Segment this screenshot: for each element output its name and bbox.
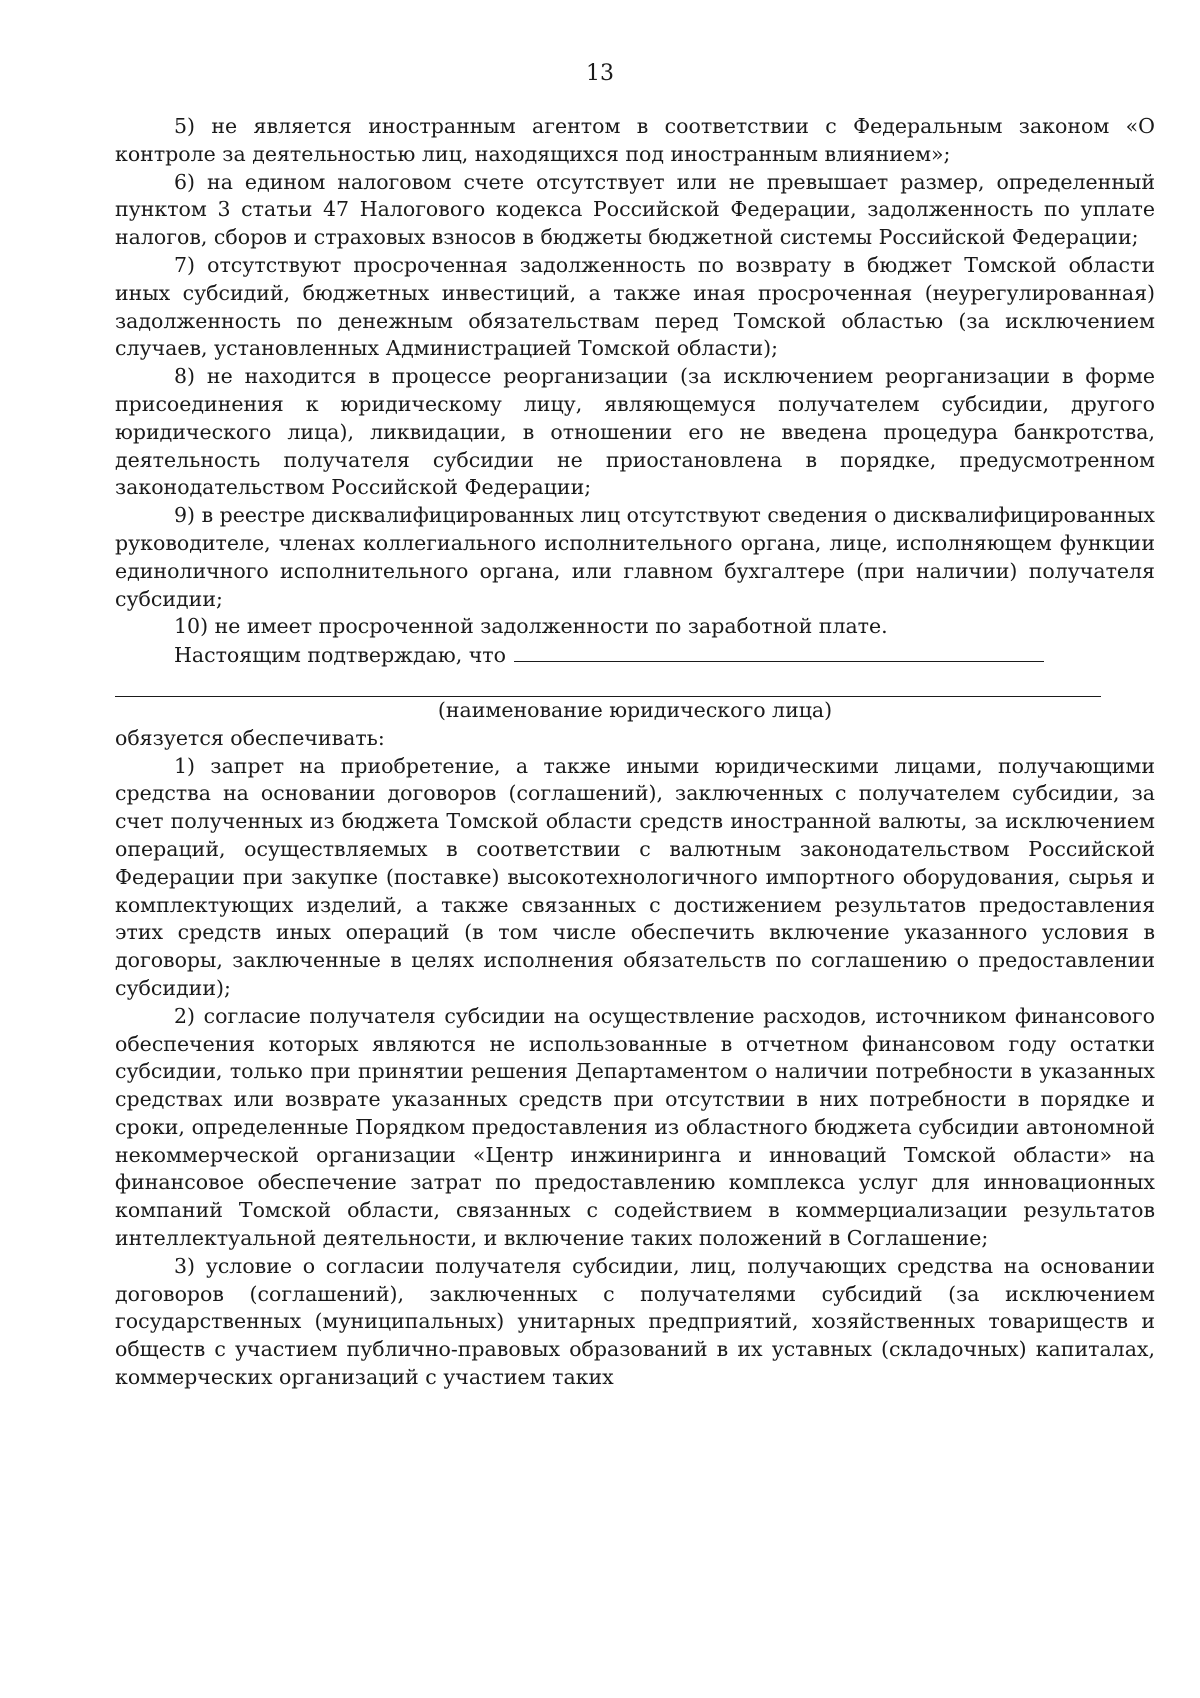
list-item-6: 6) на едином налоговом счете отсутствует или не превышает размер, определенный пунктом 3 статьи 47 Налогового кодекса Российской Федерации, задолженность по уплате налогов, сборов и страховых взносов в бюджеты бюджетной системы Российской Федерации; [115, 169, 1155, 250]
obligation-item-1: 1) запрет на приобретение, а также иными юридическими лицами, получающими средства на основании договоров (соглашений), заключенных с получателем субсидии, за счет полученных из бюджета Томской области средств иностранной валюты, за исключением операций, осуществляемых в соответствии с валютным законодательством Российской Федерации при закупке (поставке) высокотехнологичного импортного оборудования, сырья и комплектующих изделий, а также связанных с достижением результатов предоставления этих средств иных операций (в том числе обеспечить включение указанного условия в договоры, заключенные в целях исполнения обязательств по соглашению о предоставлении субсидии); [115, 753, 1155, 1000]
blank-field-underline-full [115, 670, 1101, 697]
confirmation-line [115, 641, 1155, 670]
list-item-8: 8) не находится в процессе реорганизации (за исключением реорганизации в форме присоединения к юридическому лицу, являющемуся получателем субсидии, другого юридического лица), ликвидации, в отношении его не введена процедура банкротства, деятельность получателя субсидии не приостановлена в порядке, предусмотренном законодательством Российской Федерации; [115, 364, 1155, 500]
list-item-10: 10) не имеет просроченной задолженности по заработной плате. [174, 614, 888, 639]
obligation-item-3: 3) условие о согласии получателя субсидии, лиц, получающих средства на основании договоров (соглашений), заключенных с получателями субсидий (за исключением государственных (муниципальных) унитарных предприятий, хозяйственных товариществ и обществ с участием публично-правовых образований в их уставных (складочных) капиталах, коммерческих организаций с участием таких [115, 1253, 1155, 1390]
page-number: 13 [586, 61, 614, 86]
list-item-5: 5) не является иностранным агентом в соответствии с Федеральным законом «О контроле за деятельностью лиц, находящихся под иностранным влиянием»; [115, 114, 1155, 166]
list-item-7: 7) отсутствуют просроченная задолженность по возврату в бюджет Томской области иных субсидий, бюджетных инвестиций, а также иная просроченная (неурегулированная) задолженность по денежным обязательствам перед Томской областью (за исключением случаев, установленных Администрацией Томской области); [115, 252, 1155, 361]
obligation-intro: обязуется обеспечивать: [115, 725, 385, 750]
list-item-9: 9) в реестре дисквалифицированных лиц отсутствуют сведения о дисквалифицированных руководителе, членах коллегиального исполнительного органа, лице, исполняющем функции единоличного исполнительного органа, или главном бухгалтере (при наличии) получателя субсидии; [115, 503, 1155, 611]
blank-field-underline [514, 641, 1044, 662]
obligation-item-2: 2) согласие получателя субсидии на осуществление расходов, источником финансового обеспечения которых являются не использованные в отчетном финансовом году остатки субсидии, только при принятии решения Департаментом о наличии потребности в указанных средствах или возврате указанных средств при отсутствии в них потребности в порядке и сроки, определенные Порядком предоставления из областного бюджета субсидии автономной некоммерческой организации «Центр инжиниринга и инноваций Томской области» на финансовое обеспечение затрат по предоставлению комплекса услуг для инновационных компаний Томской области, связанных с содействием в коммерциализации результатов интеллектуальной деятельности, и включение таких положений в Соглашение; [115, 1003, 1155, 1251]
document-body [115, 113, 1155, 1392]
field-caption: (наименование юридического лица) [437, 697, 833, 722]
confirmation-text: Настоящим подтверждаю, что [174, 643, 506, 668]
